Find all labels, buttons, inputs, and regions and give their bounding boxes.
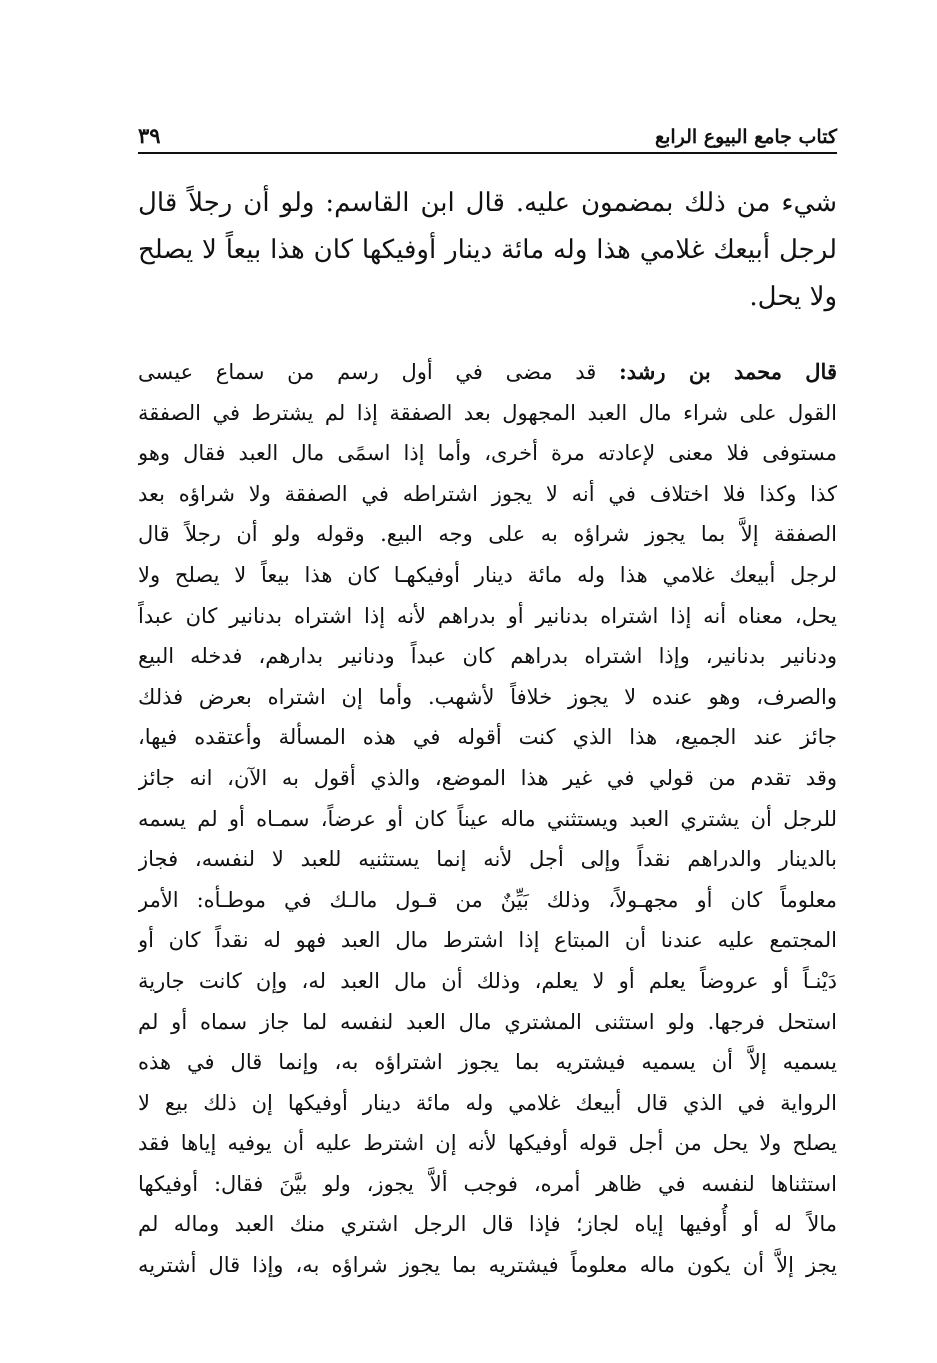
- commentary-line: بالدينار والدراهم نقداً وإلى أجل لأنه إنما يستثنيه للعبد لا لنفسه، فجاز: [138, 847, 837, 872]
- commentary-line: يسميه إلاَّ أن يسميه فيشتريه بما يجوز اشتراؤه به، وإنما قال في هذه: [138, 1050, 837, 1075]
- commentary-line: وقد تقدم من قولي في غير هذا الموضع، والذي أقول به الآن، انه جائز: [138, 765, 837, 790]
- commentary-line: القول على شراء مال العبد المجهول بعد الصفقة إذا لم يشترط في الصفقة: [138, 400, 837, 425]
- commentator-name: قال محمد بن رشد:: [619, 359, 837, 384]
- commentary-line: والصرف، وهو عنده لا يجوز خلافاً لأشهب. وأما إن اشتراه بعرض فذلك: [138, 684, 837, 709]
- commentary-line: يصلح ولا يحل من أجل قوله أوفيكها لأنه إن اشترط عليه أن يوفيه إياها فقد: [138, 1131, 837, 1156]
- commentary-line: مالاً له أو أُوفيها إياه لجاز؛ فإذا قال الرجل اشتري منك العبد وماله لم: [138, 1212, 837, 1237]
- running-title: كتاب جامع البيوع الرابع: [654, 126, 837, 148]
- commentary-line: الرواية في الذي قال أبيعك غلامي وله مائة دينار أوفيكها إن ذلك بيع لا: [138, 1090, 837, 1115]
- matn-text: [138, 180, 837, 321]
- commentary-line: معلوماً كان أو مجهـولاً، وذلك بَيِّنٌ من قـول مالـك في موطـأه: الأمر: [138, 887, 837, 912]
- page-number: ٣٩: [138, 123, 161, 148]
- commentary-line-rest: قد مضى في أول رسم من سماع عيسى: [138, 360, 620, 384]
- matn-line: شيء من ذلك بمضمون عليه. قال ابن القاسم: ولو أن رجلاً قال: [138, 188, 837, 218]
- commentary-line: يجز إلاَّ أن يكون ماله معلوماً فيشتريه بما يجوز شراؤه به، وإذا قال أشتريه: [138, 1253, 837, 1278]
- commentary-line: يحل، معناه أنه إذا اشتراه بدنانير أو بدراهم لأنه إذا اشتراه بدنانير كان عبداً: [138, 603, 837, 628]
- commentary-line: للرجل أن يشتري العبد ويستثني ماله عيناً كان أو عرضاً، سمـاه أو لم يسمه: [138, 806, 837, 831]
- commentary-text: [138, 352, 837, 1286]
- commentary-line: استحل فرجها. ولو استثنى المشتري مال العبد لنفسه لما جاز سماه أو لم: [138, 1009, 837, 1034]
- commentary-line: لرجل أبيعك غلامي هذا وله مائة دينار أوفيكهـا كان هذا بيعاً لا يصلح ولا: [138, 562, 837, 587]
- commentary-line: استثناها لنفسه في ظاهر أمره، فوجب ألاَّ يجوز، ولو بيَّنَ فقال: أوفيكها: [138, 1171, 837, 1196]
- commentary-first-line: [138, 352, 837, 393]
- commentary-line: ودنانير بدنانير، وإذا اشتراه بدراهم كان عبداً ودنانير بدارهم، فدخله البيع: [138, 644, 837, 669]
- matn-line: ولا يحل.: [749, 282, 837, 312]
- commentary-line: كذا وكذا فلا اختلاف في أنه لا يجوز اشتراطه في الصفقة ولا شراؤه بعد: [138, 481, 837, 506]
- matn-line: لرجل أبيعك غلامي هذا وله مائة دينار أوفيكها كان هذا بيعاً لا يصلح: [138, 235, 837, 265]
- commentary-line: المجتمع عليه عندنا أن المبتاع إذا اشترط مال العبد فهو له نقداً كان أو: [138, 928, 837, 953]
- commentary-line: الصفقة إلاَّ بما يجوز شراؤه به على وجه البيع. وقوله ولو أن رجلاً قال: [138, 522, 837, 547]
- commentary-line: جائز عند الجميع، هذا الذي كنت أقوله في هذه المسألة وأعتقده فيها،: [138, 725, 837, 750]
- commentary-line: مستوفى فلا معنى لإعادته مرة أخرى، وأما إذا اسمًى مال العبد فقال وهو: [138, 441, 837, 466]
- page-header: [138, 118, 837, 154]
- commentary-line: دَيْنـاً أو عروضاً يعلم أو لا يعلم، وذلك أن مال العبد له، وإن كانت جارية: [138, 968, 837, 993]
